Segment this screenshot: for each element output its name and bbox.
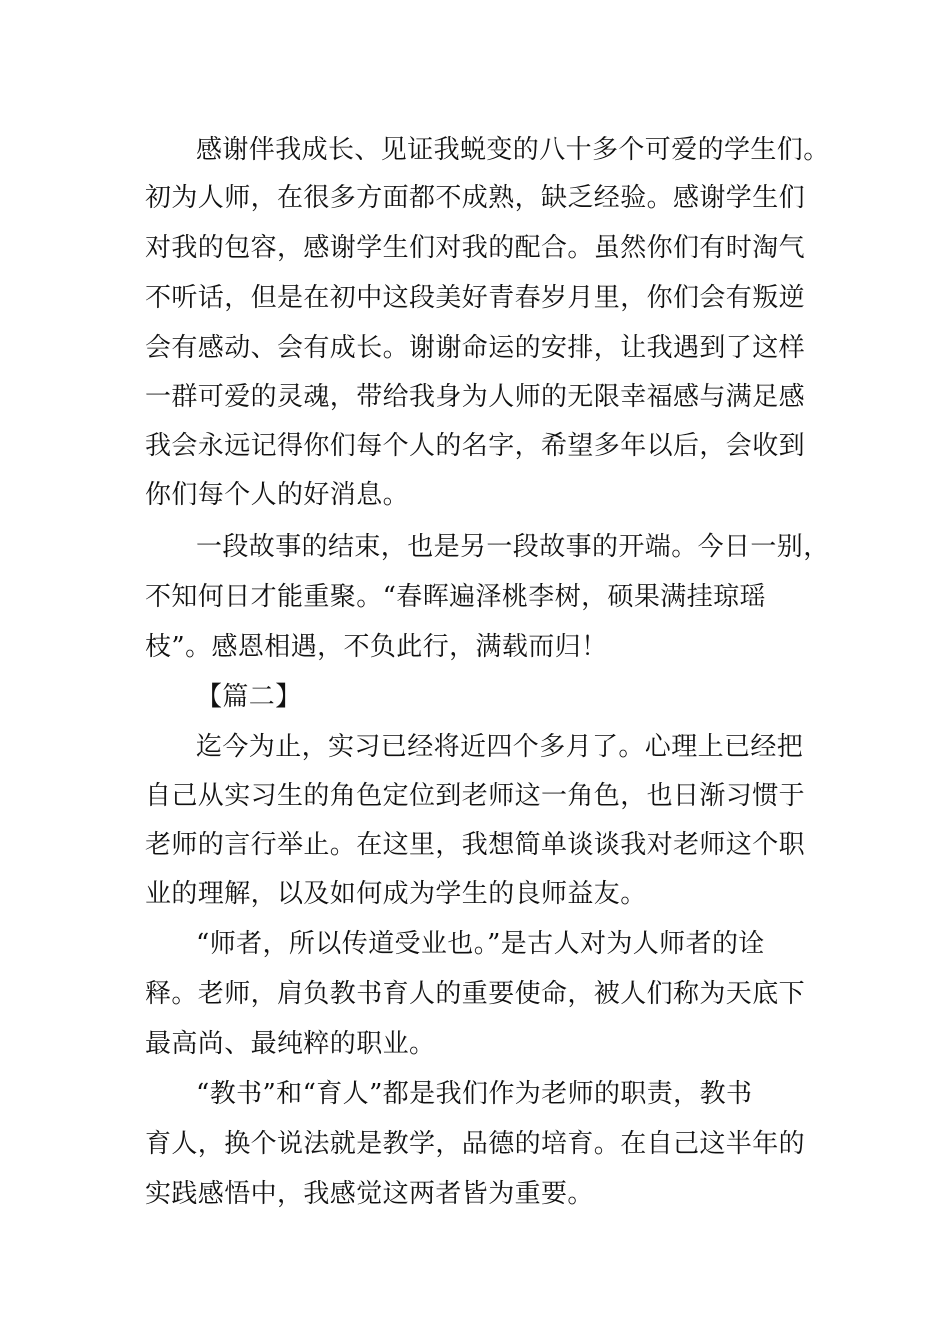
text-line: 不知何日才能重聚。“春晖遍泽桃李树，硕果满挂琼瑶 [145,582,766,612]
text-line: “师者，所以传道受业也。”是古人对为人师者的诠 [196,929,765,959]
text-line: 一段故事的结束，也是另一段故事的开端。今日一别， [196,532,830,562]
text-line: 不听话，但是在初中这段美好青春岁月里，你们会有叛逆 [145,283,806,313]
text-line: “教书”和“育人”都是我们作为老师的职责，教书 [196,1079,753,1109]
text-line: 对我的包容，感谢学生们对我的配合。虽然你们有时淘气 [145,233,806,263]
text-line: 实践感悟中，我感觉这两者皆为重要。 [145,1179,594,1209]
text-line: 最高尚、最纯粹的职业。 [145,1029,436,1059]
section-heading: 【篇二】 [196,682,302,712]
text-line: 业的理解，以及如何成为学生的良师益友。 [145,879,647,909]
text-line: 迄今为止，实习已经将近四个多月了。心理上已经把 [196,732,804,762]
text-line: 育人，换个说法就是教学，品德的培育。在自己这半年的 [145,1129,806,1159]
text-line: 老师的言行举止。在这里，我想简单谈谈我对老师这个职 [145,830,806,860]
text-line: 枝”。感恩相遇，不负此行，满载而归！ [145,632,608,662]
text-line: 我会永远记得你们每个人的名字，希望多年以后，会收到 [145,431,806,461]
text-line: 释。老师，肩负教书育人的重要使命，被人们称为天底下 [145,979,806,1009]
text-line: 自己从实习生的角色定位到老师这一角色，也日渐习惯于 [145,781,806,811]
text-line: 初为人师，在很多方面都不成熟，缺乏经验。感谢学生们 [145,183,806,213]
text-line: 你们每个人的好消息。 [145,480,410,510]
text-line: 会有感动、会有成长。谢谢命运的安排，让我遇到了这样 [145,333,806,363]
text-line: 一群可爱的灵魂，带给我身为人师的无限幸福感与满足感 [145,382,806,412]
text-line: 感谢伴我成长、见证我蜕变的八十多个可爱的学生们。 [196,135,830,165]
